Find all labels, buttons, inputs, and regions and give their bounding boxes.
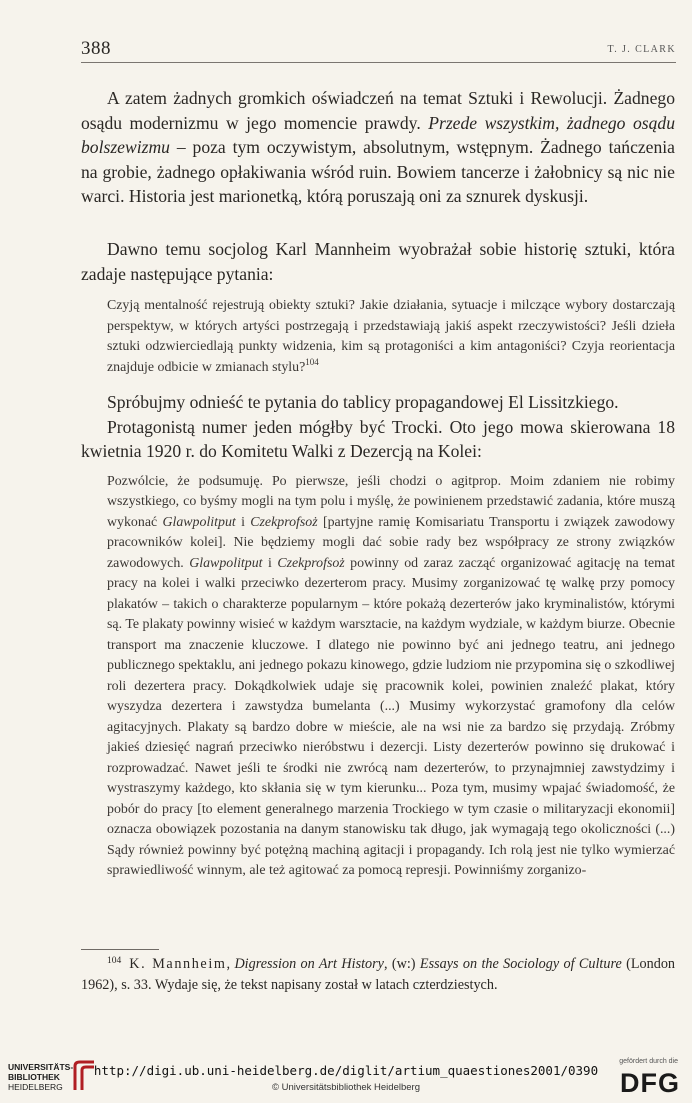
footnote-separator: , xyxy=(226,956,235,972)
library-name-line-3: HEIDELBERG xyxy=(8,1082,63,1092)
copyright-notice: © Universitätsbibliothek Heidelberg xyxy=(272,1082,420,1093)
footnote-ref-104[interactable]: 104 xyxy=(305,356,319,367)
paragraph-3: Spróbujmy odnieść te pytania do tablicy propagandowej El Lissitzkiego. xyxy=(107,392,619,412)
quote-trotsky-a: Pozwólcie, że podsumuję. Po pierwsze, jeśli chodzi o agitprop. Moim zdaniem nie robimy wszystkiego, co byśmy mogli na tym polu i myślę, że powinienem przedstawić zadania, które muszą wykonać xyxy=(107,473,675,530)
paragraph-2: Dawno temu socjolog Karl Mannheim wyobrażał sobie historię sztuki, która zadaje następujące pytania: xyxy=(81,239,675,284)
quote-trotsky-czekprofsoz-2: Czekprofsoż xyxy=(277,555,345,571)
quote-trotsky-czekprofsoz: Czekprofsoż xyxy=(250,514,318,530)
source-url-link[interactable]: http://digi.ub.uni-heidelberg.de/diglit/artium_quaestiones2001/0390 xyxy=(93,1063,599,1078)
paragraph-4: Protagonistą numer jeden mógłby być Trocki. Oto jego mowa skierowana 18 kwietnia 1920 r. do Komitetu Walki z Dezercją na Kolei: xyxy=(81,416,675,461)
digitization-footer xyxy=(0,1052,692,1103)
footnote-book: Essays on the Sociology of Culture xyxy=(419,956,622,972)
page-number: 388 xyxy=(81,38,111,59)
footnote-104 xyxy=(81,954,675,996)
footnote-title: Digression on Art History xyxy=(234,956,384,972)
header-rule xyxy=(81,62,676,63)
quote-mannheim-text: Czyją mentalność rejestrują obiekty sztuki? Jakie działania, sytuacje i milczące wybory dostarczają perspektyw, w których artyści postrzegają i przedstawiają jakiś aspekt rzeczywistości? Jeśli dzieła sztuki odzwierciedlają punkty widzenia, kim są protagoniści a kim antagoniści? Czyja reorientacja znajduje odbicie w zmianach stylu? xyxy=(107,298,675,375)
footnote-mid: , (w:) xyxy=(383,956,420,972)
quote-trotsky xyxy=(107,472,675,882)
section-2 xyxy=(81,237,675,882)
paragraph-1-rest: – poza tym oczywistym, absolutnym, wstępnym. Żadnego tańczenia na grobie, żadnego opłakiwania wśród ruin. Bowiem tancerze i żałobnicy są nic nie warci. Historia jest marionetką, którą poruszają oni za sznurek dyskusji. xyxy=(81,137,675,206)
library-name-line-2: BIBLIOTHEK xyxy=(8,1072,60,1082)
quote-trotsky-glawpolitput: Glawpolitput xyxy=(162,514,236,530)
library-name-line-1: UNIVERSITÄTS- xyxy=(8,1062,74,1072)
footnote-author: K. Mannheim xyxy=(129,956,227,972)
quote-trotsky-and-2: i xyxy=(262,555,278,571)
quote-trotsky-and: i xyxy=(235,514,251,530)
quote-mannheim xyxy=(107,296,675,378)
quote-trotsky-c: powinny od zaraz zacząć organizować agitację na temat pracy na kolei i walki przeciwko dezerterom pracy. Musimy zorganizować tę walkę przy pomocy plakatów – takich o charakterze popularnym – które pokażą dezerterów jako kryminalistów, którymi są. Te plakaty powinny wisieć w każdym warsztacie, na każdym wydziale, w każdym biurze. Obecnie transport ma znaczenie kluczowe. I dlatego nie powinno być ani jednego teatru, ani jednego publicznego spektaklu, ani jednego pokazu kinowego, gdzie ludziom nie przypomina się o szkodliwej roli dezertera pracy. Dokądkolwiek udaje się pracownik kolei, powinien znaleźć plakat, który wyszydza dezertera i zawstydza bumelanta (...) Musimy wykorzystać gramofony dla celów agitacyjnych. Plakaty są bardzo dobre w mieście, ale na wsi nie za bardzo się przydają. Zróbmy jakieś dziesięć nagrań przeciwko nieróbstwu i dezercji. Listy dezerterów powinno się drukować i rozprowadzać. Nawet jeśli te środki nie zwrócą nam dezerterów, to przynajmniej zawstydzimy i wystraszymy każdego, kto skłania się w tym kierunku... Poza tym, musimy wpajać świadomość, że pobór do pracy [to element generalnego marzenia Trockiego w tym czasie o militaryzacji ekonomii] oznacza obowiązek pozostania na danym stanowisku tak długo, jak wymagają tego okoliczności (...) Sądy również powinny być potężną machiną agitacji i propagandy. Ich rolą jest nie tylko wymierzać sprawiedliwość winnym, ale też agitować za pomocą represji. Powinniśmy zorganizo- xyxy=(107,555,675,878)
footnote-rest: (London 1962), s. 33. Wydaje się, że tekst napisany został w latach czterdziestych. xyxy=(81,956,676,993)
quote-trotsky-b: [partyjne ramię Komisariatu Transportu i związek zawodowy pracowników kolei]. Nie będziemy mogli dać sobie rady bez współpracy ze strony związków zawodowych. xyxy=(107,514,675,571)
page-header xyxy=(81,38,676,64)
paragraph-1-italic: Przede wszystkim, żadnego osądu bolszewizmu xyxy=(81,112,675,157)
funding-caption: gefördert durch die xyxy=(619,1058,678,1065)
quote-trotsky-glawpolitput-2: Glawpolitput xyxy=(189,555,263,571)
footnote-rule xyxy=(81,949,159,950)
paragraph-1-text: A zatem żadnych gromkich oświadczeń na temat Sztuki i Rewolucji. Żadnego osądu modernizmu w jego momencie prawdy. xyxy=(81,88,675,133)
body-text xyxy=(81,86,675,209)
running-head: T. J. CLARK xyxy=(607,44,676,55)
dfg-logo[interactable]: DFG xyxy=(620,1068,680,1098)
paragraph-1 xyxy=(81,86,675,209)
footnote-number: 104 xyxy=(107,956,122,966)
